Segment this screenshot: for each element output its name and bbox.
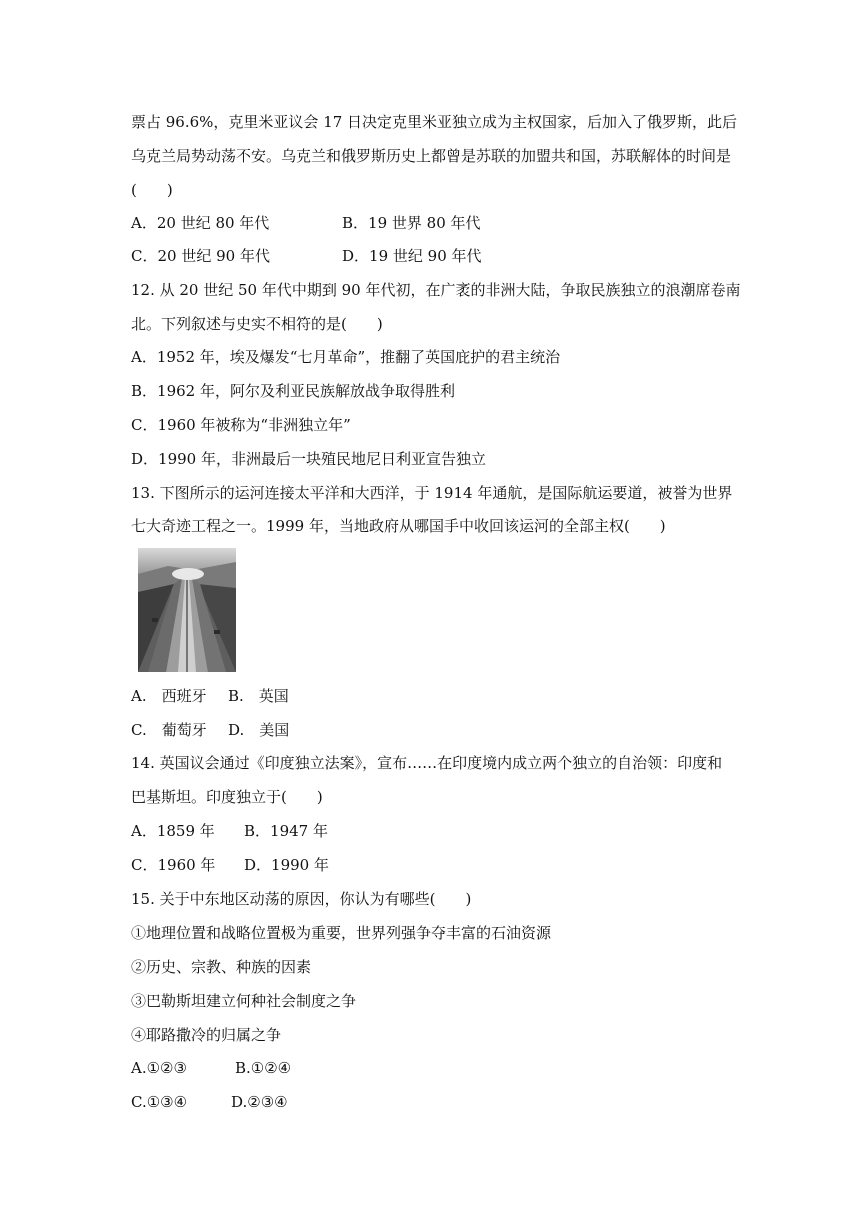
q11-text-line-1: 票占 96.6%，克里米亚议会 17 日决定克里米亚独立成为主权国家，后加入了俄罗斯，此后 [131,113,738,131]
q11-answer-blank: ( ) [131,181,173,199]
q12-text-line-1: 12. 从 20 世纪 50 年代中期到 90 年代初，在广袤的非洲大陆，争取民族独立的浪潮席卷南 [131,281,741,299]
canal-photo [138,548,236,672]
q11-option-b[interactable]: B．19 世界 80 年代 [342,214,481,232]
q14-text-line-2: 巴基斯坦。印度独立于( ) [131,788,323,806]
q15-option-a[interactable]: A.①②③ [131,1059,187,1077]
q14-option-a[interactable]: A．1859 年 [131,822,215,840]
q13-text-line-1: 13. 下图所示的运河连接太平洋和大西洋，于 1914 年通航，是国际航运要道，被誉为世界 [131,484,733,502]
q15-option-b[interactable]: B.①②④ [235,1059,292,1077]
q13-option-a[interactable]: A. 西班牙 [131,687,207,705]
q15-statement-2: ②历史、宗教、种族的因素 [131,958,312,976]
q14-text-line-1: 14. 英国议会通过《印度独立法案》，宣布……在印度境内成立两个独立的自治领：印度和 [131,754,723,772]
q15-statement-4: ④耶路撒冷的归属之争 [131,1026,282,1044]
q15-statement-1: ①地理位置和战略位置极为重要，世界列强争夺丰富的石油资源 [131,924,552,942]
q13-option-b[interactable]: B. 英国 [228,687,289,705]
q12-option-b[interactable]: B．1962 年，阿尔及利亚民族解放战争取得胜利 [131,382,455,400]
q12-option-d[interactable]: D．1990 年，非洲最后一块殖民地尼日利亚宣告独立 [131,450,486,468]
q13-option-c[interactable]: C. 葡萄牙 [131,721,207,739]
q14-option-c[interactable]: C．1960 年 [131,856,216,874]
q13-text-line-2: 七大奇迹工程之一。1999 年，当地政府从哪国手中收回该运河的全部主权( ) [131,517,666,535]
q12-option-c[interactable]: C．1960 年被称为“非洲独立年” [131,416,351,434]
q15-option-d[interactable]: D.②③④ [231,1093,288,1111]
q12-option-a[interactable]: A．1952 年，埃及爆发“七月革命”，推翻了英国庇护的君主统治 [131,348,561,366]
q14-option-b[interactable]: B．1947 年 [244,822,328,840]
q12-text-line-2: 北。下列叙述与史实不相符的是( ) [131,315,383,333]
q13-option-d[interactable]: D. 美国 [228,721,290,739]
q14-option-d[interactable]: D．1990 年 [244,856,329,874]
q15-option-c[interactable]: C.①③④ [131,1093,188,1111]
q15-statement-3: ③巴勒斯坦建立何种社会制度之争 [131,992,357,1010]
q11-option-d[interactable]: D．19 世纪 90 年代 [342,247,482,265]
q15-text-line-1: 15. 关于中东地区动荡的原因，你认为有哪些( ) [131,890,472,908]
q11-option-c[interactable]: C．20 世纪 90 年代 [131,247,270,265]
q11-option-a[interactable]: A．20 世纪 80 年代 [131,214,270,232]
q11-text-line-2: 乌克兰局势动荡不安。乌克兰和俄罗斯历史上都曾是苏联的加盟共和国，苏联解体的时间是 [131,147,732,165]
